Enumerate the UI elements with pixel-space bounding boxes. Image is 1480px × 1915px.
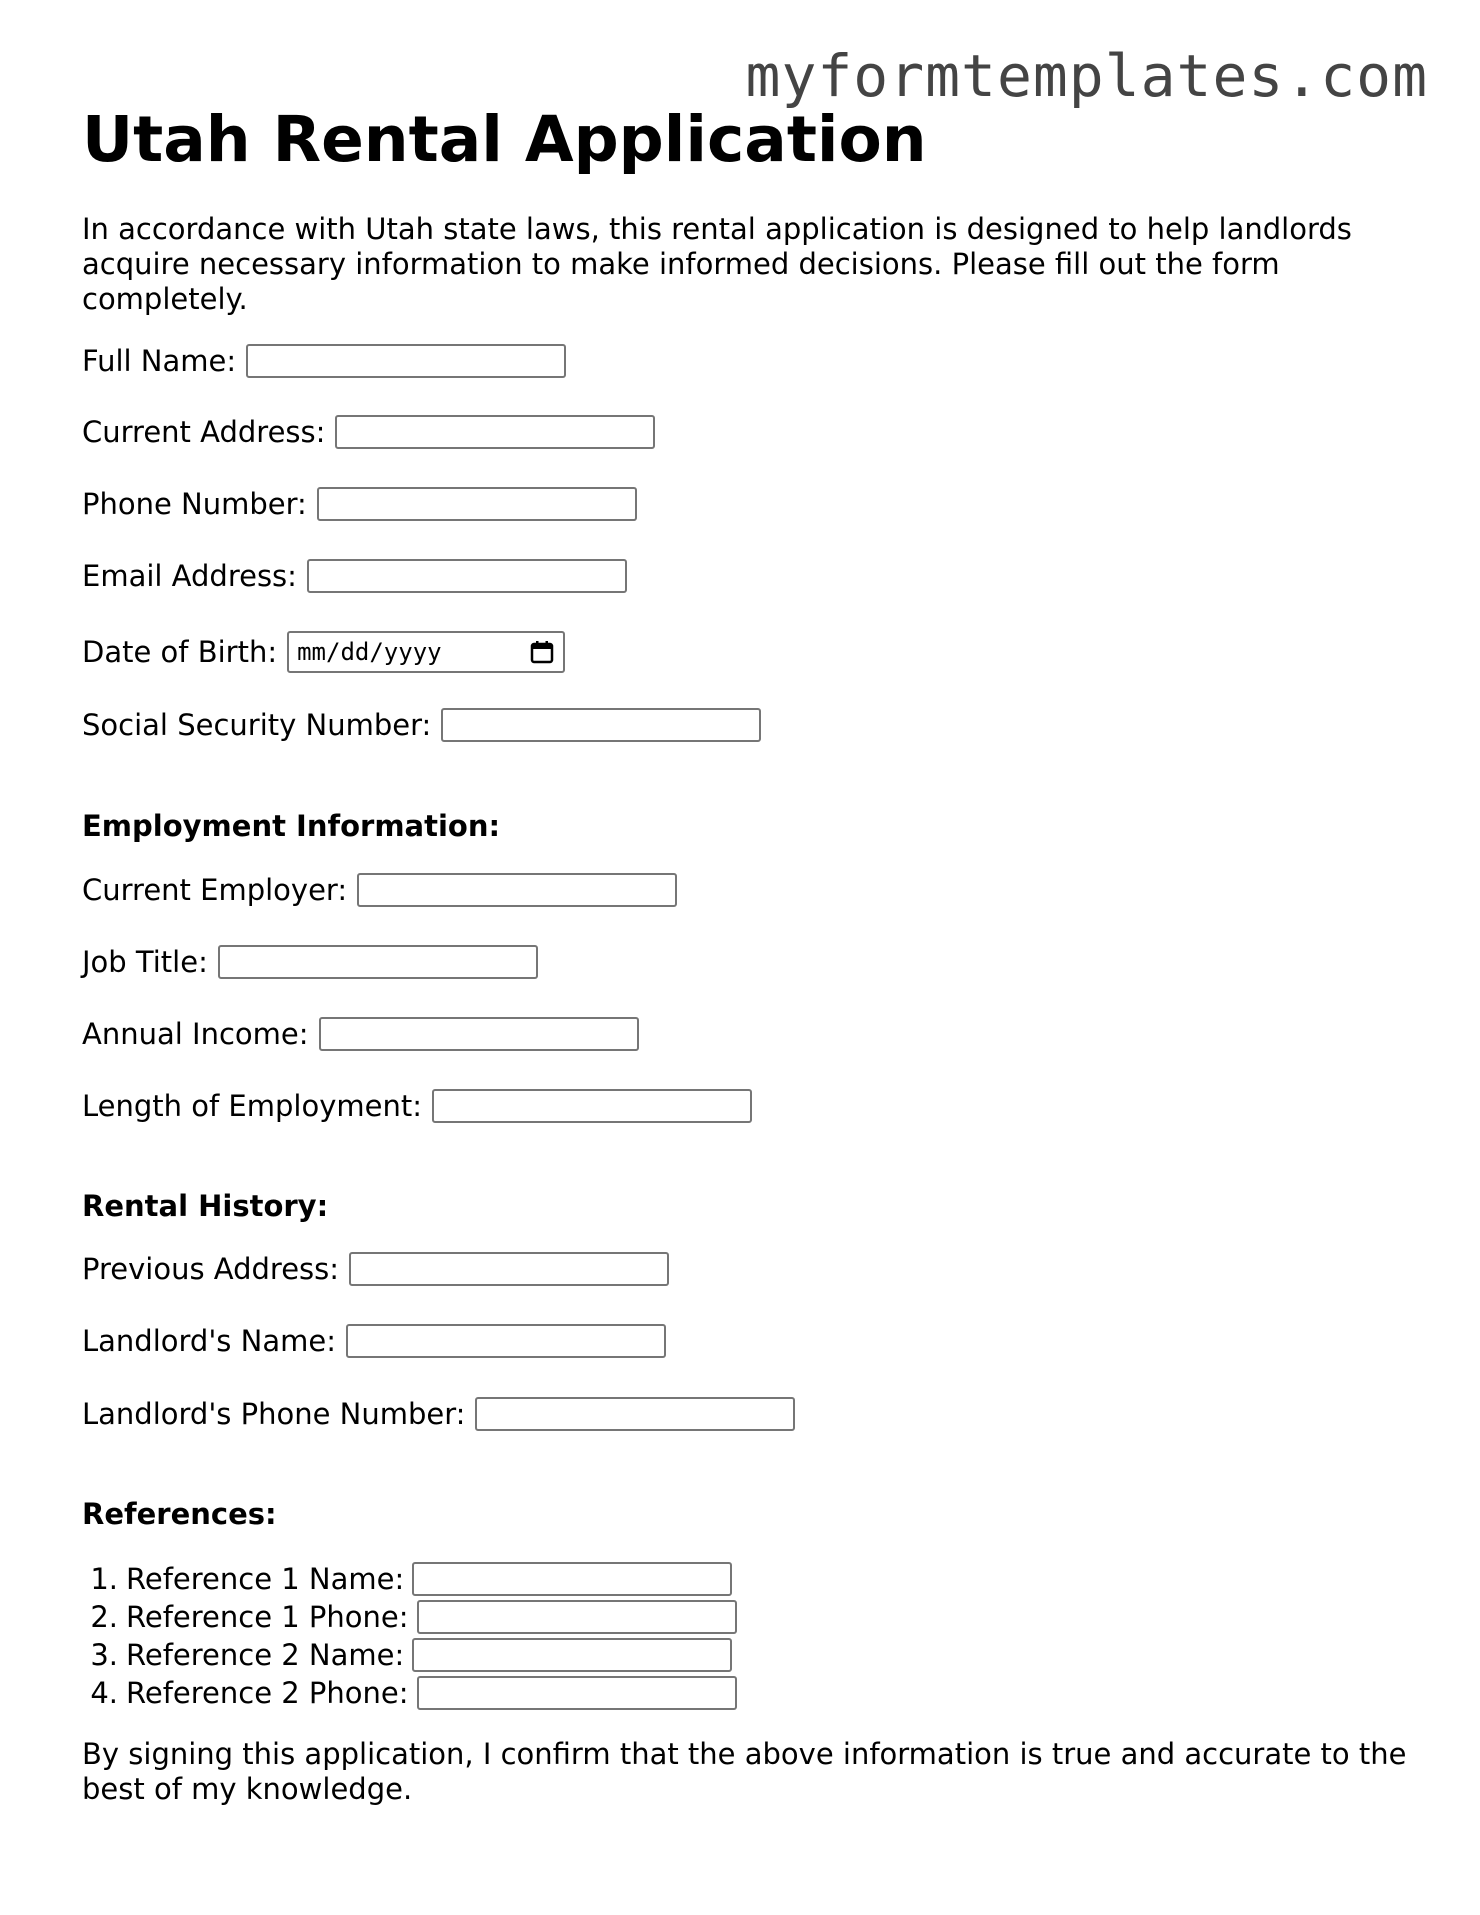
- reference-2-name-input[interactable]: [412, 1638, 732, 1672]
- phone-number-row: [82, 486, 637, 522]
- reference-2-phone-input[interactable]: [417, 1676, 737, 1710]
- reference-item: [82, 1560, 737, 1598]
- length-of-employment-input[interactable]: [432, 1089, 752, 1123]
- job-title-input[interactable]: [218, 945, 538, 979]
- landlord-phone-row: [82, 1396, 795, 1432]
- ssn-row: [82, 707, 761, 743]
- landlord-phone-input[interactable]: [475, 1397, 795, 1431]
- closing-statement: By signing this application, I confirm that the above information is true and accurate to the best of my knowledge.: [82, 1737, 1407, 1806]
- reference-label: Reference 2 Phone:: [126, 1676, 409, 1710]
- ssn-input[interactable]: [441, 708, 761, 742]
- reference-number: 1.: [90, 1562, 118, 1596]
- date-of-birth-row: [82, 631, 565, 673]
- landlord-name-input[interactable]: [346, 1324, 666, 1358]
- annual-income-input[interactable]: [319, 1017, 639, 1051]
- date-of-birth-input[interactable]: [287, 631, 565, 673]
- email-address-input[interactable]: [307, 559, 627, 593]
- email-address-label: Email Address:: [82, 559, 297, 593]
- job-title-label: Job Title:: [82, 945, 208, 979]
- current-address-label: Current Address:: [82, 415, 326, 449]
- calendar-icon[interactable]: [529, 639, 555, 665]
- length-of-employment-row: [82, 1088, 752, 1124]
- ssn-label: Social Security Number:: [82, 708, 432, 742]
- reference-label: Reference 1 Name:: [126, 1562, 405, 1596]
- reference-label: Reference 1 Phone:: [126, 1600, 409, 1634]
- annual-income-row: [82, 1016, 639, 1052]
- current-employer-input[interactable]: [357, 873, 677, 907]
- annual-income-label: Annual Income:: [82, 1017, 309, 1051]
- intro-text: In accordance with Utah state laws, this rental application is designed to help landlords acquire necessary information to make informed decisions. Please fill out the form completely.: [82, 212, 1352, 316]
- reference-number: 2.: [90, 1600, 118, 1634]
- previous-address-label: Previous Address:: [82, 1252, 340, 1286]
- previous-address-input[interactable]: [349, 1252, 669, 1286]
- full-name-label: Full Name:: [82, 344, 237, 378]
- reference-item: [82, 1636, 737, 1674]
- landlord-phone-label: Landlord's Phone Number:: [82, 1397, 466, 1431]
- rental-history-heading: Rental History:: [82, 1189, 329, 1223]
- landlord-name-label: Landlord's Name:: [82, 1324, 336, 1358]
- current-employer-row: [82, 872, 677, 908]
- reference-number: 3.: [90, 1638, 118, 1672]
- email-address-row: [82, 558, 627, 594]
- references-heading: References:: [82, 1497, 277, 1531]
- reference-label: Reference 2 Name:: [126, 1638, 405, 1672]
- reference-number: 4.: [90, 1676, 118, 1710]
- date-placeholder: mm/dd/yyyy: [297, 638, 442, 666]
- current-employer-label: Current Employer:: [82, 873, 348, 907]
- page-title: Utah Rental Application: [82, 103, 927, 176]
- reference-1-phone-input[interactable]: [417, 1600, 737, 1634]
- date-of-birth-label: Date of Birth:: [82, 635, 278, 669]
- full-name-row: [82, 343, 566, 379]
- current-address-input[interactable]: [335, 415, 655, 449]
- previous-address-row: [82, 1251, 669, 1287]
- phone-number-input[interactable]: [317, 487, 637, 521]
- landlord-name-row: [82, 1323, 666, 1359]
- job-title-row: [82, 944, 538, 980]
- references-list: [82, 1560, 737, 1712]
- watermark: myformtemplates.com: [745, 42, 1428, 110]
- reference-item: [82, 1598, 737, 1636]
- reference-item: [82, 1674, 737, 1712]
- reference-1-name-input[interactable]: [412, 1562, 732, 1596]
- phone-number-label: Phone Number:: [82, 487, 307, 521]
- employment-heading: Employment Information:: [82, 809, 501, 843]
- full-name-input[interactable]: [246, 344, 566, 378]
- current-address-row: [82, 414, 655, 450]
- length-of-employment-label: Length of Employment:: [82, 1089, 422, 1123]
